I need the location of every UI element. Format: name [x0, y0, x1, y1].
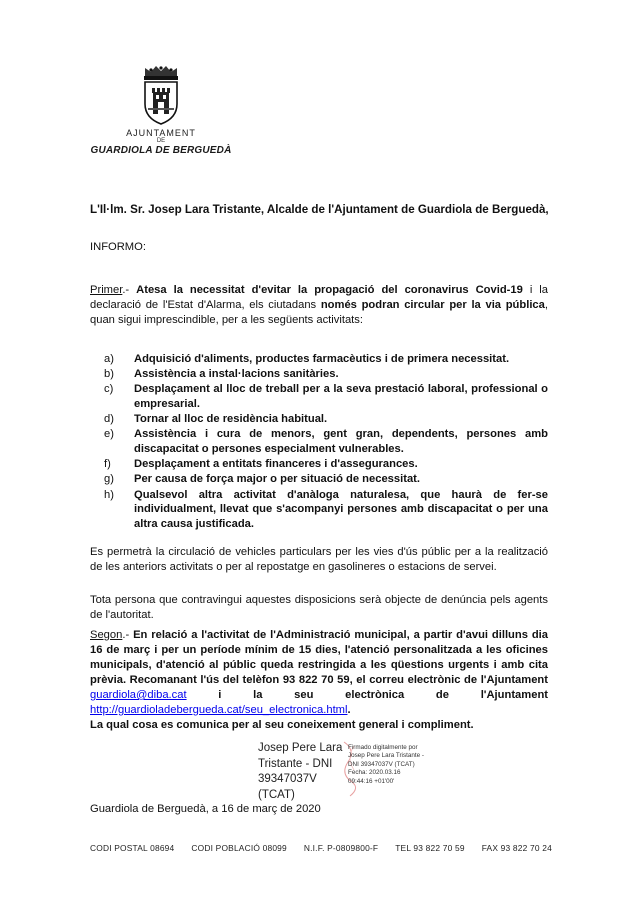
- vehicles-paragraph: Es permetrà la circulació de vehicles particulars per les vies d'ús públic per a la realització de les anteriors activitats o per al repostatge en gasolineres o estacions de servei.: [90, 546, 548, 573]
- primer-paragraph: [90, 283, 548, 328]
- footer-nif: N.I.F. P-0809800-F: [303, 843, 379, 853]
- list-item: [104, 412, 548, 427]
- list-item-letter: h): [104, 488, 114, 501]
- segon-paragraph: [90, 628, 548, 718]
- logo-line-3: GUARDIOLA DE BERGUEDÀ: [90, 145, 232, 156]
- signature-name-line: Josep Pere Lara: [258, 742, 343, 754]
- closing-paragraph: La qual cosa es comunica per al seu coneixement general i compliment.: [90, 719, 474, 731]
- list-item-text: Qualsevol altra activitat d'anàloga naturalesa, que haurà de fer-se individualment, llevat que s'acompanyi persones amb discapacitat o per una altra causa justificada.: [134, 488, 548, 530]
- segon-middle: i la seu electrònica de l'Ajuntament: [186, 689, 548, 701]
- list-item-text: Assistència a instal·lacions sanitàries.: [134, 368, 339, 381]
- list-item-text: Desplaçament a entitats financeres i d'assegurances.: [134, 458, 418, 471]
- list-item-letter: c): [104, 383, 114, 396]
- list-item-text: Per causa de força major o per situació de necessitat.: [134, 473, 421, 486]
- primer-dash: .-: [122, 284, 137, 296]
- activities-list: [104, 352, 548, 532]
- signature-details: [348, 744, 483, 786]
- list-item: [104, 367, 548, 382]
- primer-text-2: , quan sigui imprescindible, per a les següents activitats:: [90, 299, 548, 326]
- signature-name-line: 39347037V: [258, 773, 317, 785]
- segon-label: Segon: [90, 629, 123, 641]
- seu-electronica-link[interactable]: http://guardioladebergueda.cat/seu_electronica.html: [90, 704, 348, 716]
- coat-of-arms-icon: [137, 64, 185, 126]
- footer-fax: FAX 93 822 70 24: [481, 843, 552, 853]
- signature-detail-line: Josep Pere Lara Tristante -: [348, 752, 424, 760]
- primer-bold-2: només podran circular per la via pública: [320, 299, 545, 311]
- signature-detail-line: Fecha: 2020.03.16: [348, 769, 401, 777]
- list-item-text: Adquisició d'aliments, productes farmacèutics i de primera necessitat.: [134, 353, 510, 365]
- municipal-logo: [88, 64, 234, 168]
- list-item: [104, 472, 548, 487]
- informo-label: INFORMO:: [90, 241, 146, 253]
- list-item-letter: f): [104, 458, 111, 471]
- list-item-letter: e): [104, 428, 114, 441]
- primer-text-1: i la declaració de l'Estat d'Alarma, els ciutadans: [90, 284, 548, 311]
- list-item: [104, 488, 548, 532]
- list-item: [104, 352, 548, 367]
- signature-detail-line: DNI 39347037V (TCAT): [348, 760, 415, 768]
- segon-end: .: [347, 704, 351, 716]
- list-item: [104, 382, 548, 411]
- primer-bold-1: Atesa la necessitat d'evitar la propagació del coronavirus Covid-19: [136, 284, 523, 296]
- segon-dash: .-: [122, 629, 134, 641]
- primer-label: Primer: [90, 284, 123, 296]
- list-item-text: Desplaçament al lloc de treball per a la seva prestació laboral, professional o empresarial.: [134, 383, 548, 410]
- denuncia-paragraph: Tota persona que contravingui aquestes disposicions serà objecte de denúncia pels agents de l'autoritat.: [90, 594, 548, 621]
- document-heading: L'Il·lm. Sr. Josep Lara Tristante, Alcalde de l'Ajuntament de Guardiola de Berguedà,: [90, 203, 549, 216]
- signature-name-line: Tristante - DNI: [258, 757, 333, 770]
- email-link[interactable]: guardiola@diba.cat: [90, 689, 187, 701]
- list-item-letter: d): [104, 413, 114, 426]
- signature-detail-line: Firmado digitalmente por: [348, 744, 418, 751]
- footer-postal-code: CODI POSTAL 08694: [90, 843, 175, 853]
- list-item: [104, 427, 548, 456]
- footer-population-code: CODI POBLACIÓ 08099: [191, 843, 287, 853]
- footer-phone: TEL 93 822 70 59: [395, 843, 465, 853]
- list-item-letter: g): [104, 473, 114, 486]
- list-item-text: Assistència i cura de menors, gent gran, dependents, persones amb discapacitat o persones especialment vulnerables.: [134, 428, 548, 455]
- list-item-letter: a): [104, 353, 114, 365]
- logo-line-1: AJUNTAMENT: [126, 128, 196, 138]
- segon-text: En relació a l'activitat de l'Administració municipal, a partir d'avui dilluns dia 16 de març i per un període mínim de 15 dies, l'atenció personalitzada a les oficines municipals, d'atenció al públic queda restringida a les qüestions urgents i amb cita prèvia. Recomanant l'ús del telèfon 93 822 70 59, el correu electrònic de l'Ajuntament: [90, 629, 548, 686]
- signature-detail-line: 09:44:16 +01'00': [348, 777, 395, 785]
- footer: [90, 843, 552, 853]
- logo-line-2: DE: [156, 138, 166, 144]
- signature-name-line: (TCAT): [258, 788, 295, 801]
- list-item: [104, 457, 548, 472]
- document-date: Guardiola de Berguedà, a 16 de març de 2020: [90, 803, 321, 815]
- list-item-letter: b): [104, 368, 114, 381]
- list-item-text: Tornar al lloc de residència habitual.: [134, 413, 328, 426]
